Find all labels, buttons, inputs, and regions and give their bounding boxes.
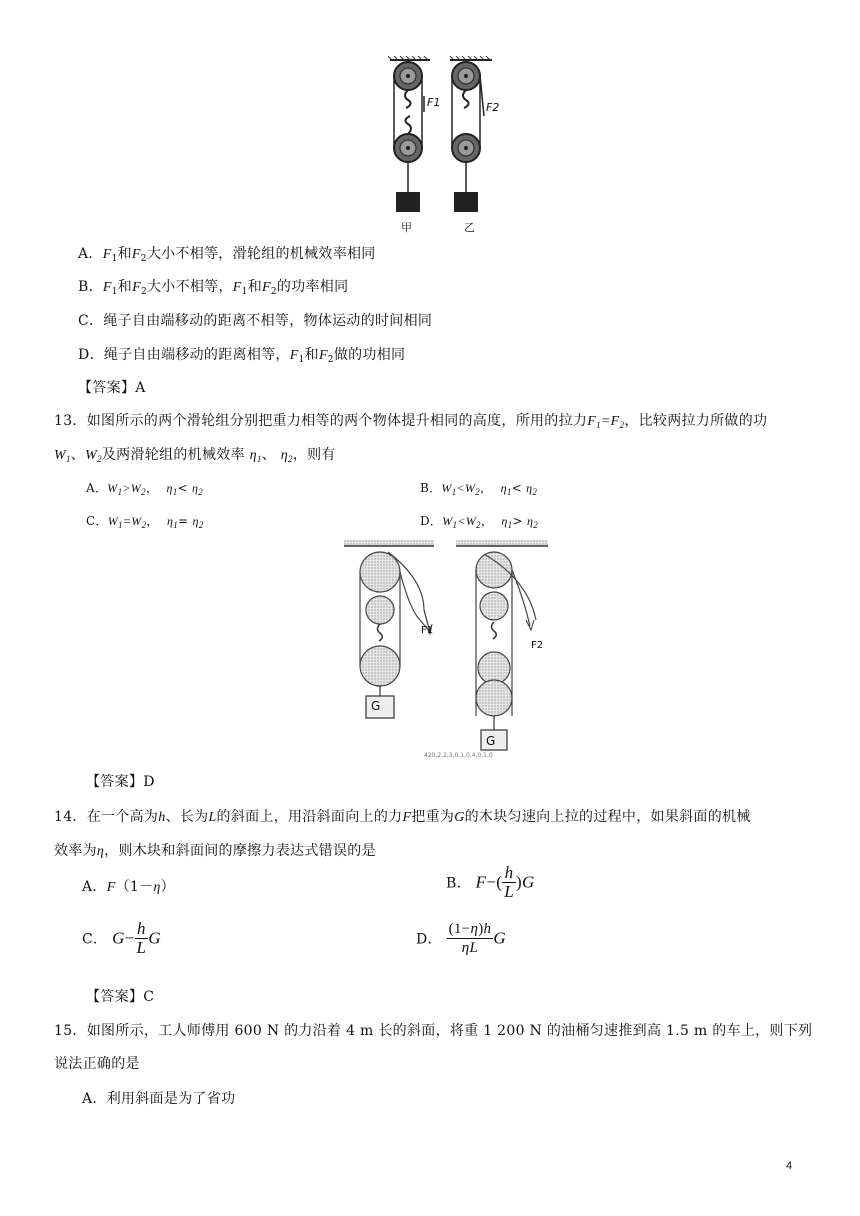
option-text: 做的功相同 [333,347,406,363]
symbol-f: F [102,247,112,262]
symbol-f: F [132,280,141,295]
option-text: 绳子自由端移动的距离不相等，物体运动的时间相同 [103,313,433,329]
symbol-f: F [262,280,271,295]
symbol-eta: $\eta_1$ [249,448,262,464]
option-letter: B． [420,481,442,495]
figure-label-yi: 乙 [464,221,475,234]
stem-text: 的斜面上，用沿斜面向上的力 [216,809,403,825]
figure-watermark: 420,2,2,3,0,1,0,4,0,1,0 [424,752,493,759]
symbol-f: F [102,280,112,295]
page-number: 4 [786,1160,793,1172]
option-text: 大小不相等，滑轮组的机械效率相同 [146,246,376,262]
connector-text: 和 [247,279,262,295]
q14-option-b: B． F−( $\frac{h}{L}$ )G [446,863,535,901]
connector-text: 和 [117,246,132,262]
symbol-f: F [232,280,242,295]
connector-text: 和 [117,279,133,295]
symbol-eta: $\eta_2$ [280,448,293,464]
symbol-f1: $F_1=F_2$ [587,414,625,430]
symbol-w: $W_2$ [85,448,102,464]
stem-text: 及两滑轮组的机械效率 [101,447,245,463]
q13-option-b: B．$W_1<W_2$， $\eta_1< \eta_2$ [420,481,538,497]
option-letter: B． [78,279,103,295]
q12-option-d [78,344,405,365]
option-letter: C． [86,514,108,528]
q13-option-d: D．$W_1<W_2$， $\eta_1> \eta_2$ [420,514,539,530]
q14-option-d: D． $\frac{(1-\eta)h}{\eta L}$ G [416,921,506,956]
q14-stem-line2: 效率为η，则木块和斜面间的摩擦力表达式错误的是 [54,843,376,859]
q13-option-a: A．$W_1>W_2$， $\eta_1< \eta_2$ [86,481,204,497]
q13-stem-line1 [54,410,767,430]
stem-text: ，比较两拉力所做的功 [624,413,768,429]
expr-text: （1－ [115,879,154,895]
force-label-f1: F1 [421,625,434,636]
q12-option-a [78,243,376,264]
figure-label-jia: 甲 [401,221,412,234]
force-label-f2: F2 [486,101,500,114]
subscript: 2 [140,287,147,297]
subscript: 1 [298,355,305,365]
q13-option-c: C．$W_1=W_2$， $\eta_1= \eta_2$ [86,514,204,530]
option-text: 的功率相同 [276,279,349,295]
option-letter: A． [82,879,107,895]
option-letter: A． [78,246,103,262]
weight-label-g2: G [486,734,496,748]
option-text: 绳子自由端移动的距离相等， [103,347,290,363]
q14-stem-line1: 14．在一个高为h、长为L的斜面上，用沿斜面向上的力F把重为G的木块匀速向上拉的过程中，如果斜面的机械 [54,809,751,825]
q12-answer: 【答案】A [78,380,146,396]
option-letter: D． [78,347,104,363]
subscript: 2 [270,287,277,297]
force-label-f1: F1 [427,96,441,109]
subscript: 2 [327,355,334,365]
pulley-figure-q13 [344,540,548,762]
subscript: 1 [111,287,118,297]
stem-text: ，则有 [292,447,336,463]
subscript: 1 [111,254,118,264]
force-label-f2: F2 [531,640,544,651]
option-text: 大小不相等， [146,279,233,295]
q15-option-a: A．利用斜面是为了省功 [82,1091,236,1107]
symbol-f: F [289,348,299,363]
q13-stem-line2: $W_1$、$W_2$及两滑轮组的机械效率 $\eta_1$、 $\eta_2$，则有 [54,447,336,464]
stem-text: 把重为 [411,809,455,825]
option-letter: C． [78,313,104,329]
symbol-f: F [318,348,328,363]
stem-text: 、长为 [165,809,209,825]
subscript: 1 [241,287,248,297]
stem-text: 效率为 [54,843,97,859]
q14-option-a: A．F（1－η） [82,879,175,895]
expr-text: ） [160,879,175,895]
stem-text: 14．在一个高为 [54,809,159,825]
q14-option-c: C． G− $\frac{h}{L}$ G [82,919,161,957]
connector-text: 和 [304,347,319,363]
q12-option-c [78,310,432,330]
option-letter: D． [416,931,442,948]
weight-label-g1: G [371,699,381,713]
option-letter: A． [86,481,108,495]
option-letter: D． [420,514,443,528]
option-letter: C． [82,931,108,948]
stem-text: 13．如图所示的两个滑轮组分别把重力相等的两个物体提升相同的高度，所用的拉力 [54,413,588,429]
subscript: 2 [140,254,147,264]
option-letter: B． [446,875,471,892]
q13-answer: 【答案】D [86,774,155,790]
q15-stem-line1: 15．如图所示，工人师傅用 600 N 的力沿着 4 m 长的斜面，将重 1 200 N 的油桶匀速推到高 1.5 m 的车上，则下列 [54,1023,813,1039]
stem-text: ，则木块和斜面间的摩擦力表达式错误的是 [104,843,376,859]
symbol-f: F [131,247,141,262]
q12-option-b [78,276,348,297]
pulley-figure-q12 [388,56,498,232]
q14-answer: 【答案】C [86,989,155,1005]
symbol-w: $W_1$ [54,448,71,464]
q15-stem-line2: 说法正确的是 [54,1056,140,1072]
stem-text: 的木块匀速向上拉的过程中，如果斜面的机械 [464,809,751,825]
